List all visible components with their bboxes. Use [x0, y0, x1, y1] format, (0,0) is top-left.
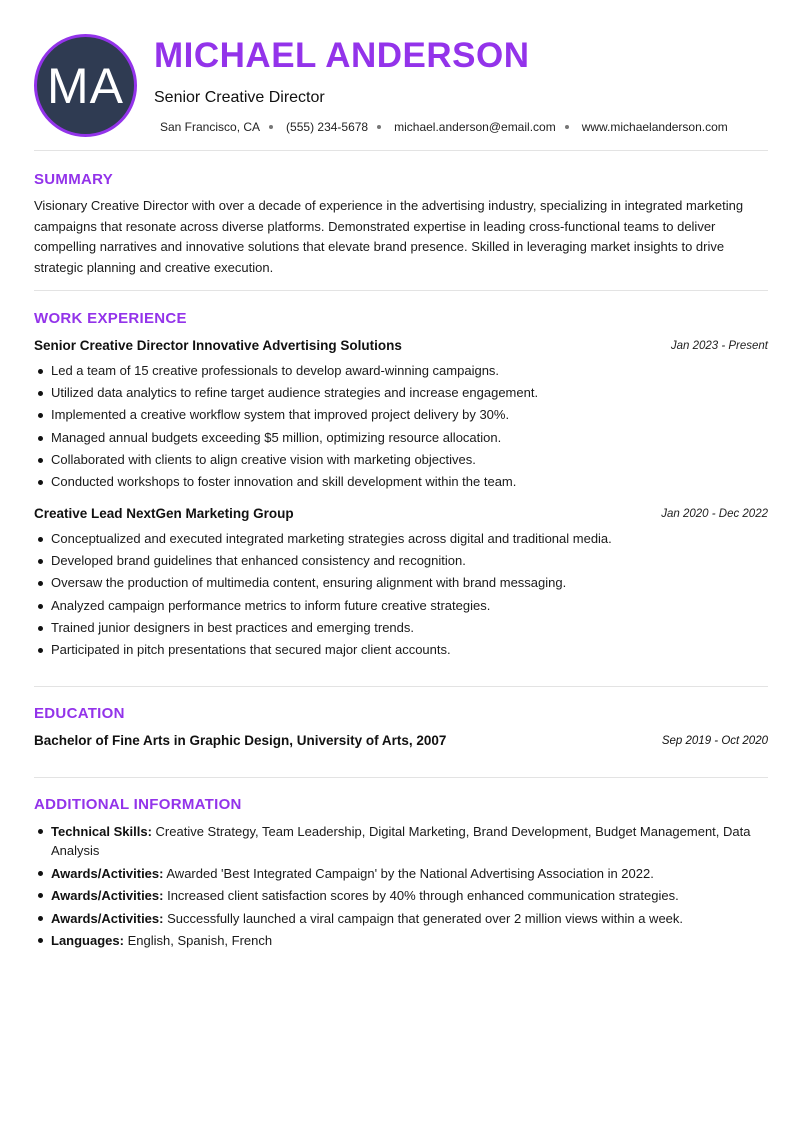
list-item: Oversaw the production of multimedia content, ensuring alignment with brand messaging. [34, 572, 774, 594]
contact-separator [377, 125, 381, 129]
list-item: Implemented a creative workflow system that improved project delivery by 30%. [34, 404, 774, 426]
additional-info-list [34, 822, 774, 954]
list-item [34, 886, 774, 905]
list-item [34, 864, 774, 883]
job-bullets [34, 360, 774, 493]
divider [34, 777, 768, 778]
candidate-role: Senior Creative Director [154, 89, 325, 106]
education-dates: Sep 2019 - Oct 2020 [661, 735, 768, 747]
item-label: Awards/Activities: [51, 865, 164, 881]
job-header [34, 506, 768, 524]
list-item: Managed annual budgets exceeding $5 million, optimizing resource allocation. [34, 427, 774, 449]
item-label: Awards/Activities: [51, 910, 164, 926]
avatar-initials: MA [47, 57, 124, 114]
contact-website[interactable]: www.michaelanderson.com [581, 120, 728, 134]
summary-text: Visionary Creative Director with over a decade of experience in the advertising industry, specializing in integrated marketing campaigns that resonate across diverse platforms. Demonstrated expertise in leading cross-functional teams to deliver compelling narratives and innovative solutions that elevate brand presence. Skilled in leveraging market insights to drive strategic planning and creative execution. [34, 198, 744, 275]
item-text: Successfully launched a viral campaign that generated over 2 million views within a week. [163, 910, 684, 926]
education-degree: Bachelor of Fine Arts in Graphic Design, University of Arts, 2007 [34, 733, 447, 748]
contact-separator [565, 125, 569, 129]
list-item: Participated in pitch presentations that secured major client accounts. [34, 639, 774, 661]
contact-location: San Francisco, CA [160, 120, 261, 134]
item-label: Technical Skills: [51, 824, 152, 839]
list-item: Conducted workshops to foster innovation and skill development within the team. [34, 471, 774, 493]
list-item: Conceptualized and executed integrated marketing strategies across digital and traditional media. [34, 528, 774, 550]
list-item: Collaborated with clients to align creative vision with marketing objectives. [34, 449, 774, 471]
divider [34, 150, 768, 151]
avatar [34, 34, 137, 137]
work-experience-heading: WORK EXPERIENCE [34, 310, 187, 327]
list-item: Utilized data analytics to refine target audience strategies and increase engagement. [34, 382, 774, 404]
job-title: Senior Creative Director Innovative Advertising Solutions [34, 338, 402, 353]
contact-line [160, 120, 728, 134]
divider [34, 686, 768, 687]
job-dates: Jan 2023 - Present [670, 340, 768, 352]
job-title: Creative Lead NextGen Marketing Group [34, 506, 294, 521]
item-label: Awards/Activities: [51, 888, 164, 903]
list-item: Trained junior designers in best practices and emerging trends. [34, 617, 774, 639]
item-text: English, Spanish, French [123, 933, 273, 948]
item-text: Awarded 'Best Integrated Campaign' by the National Advertising Association in 2022. [163, 865, 654, 881]
job-header [34, 338, 768, 356]
list-item [34, 822, 774, 860]
item-label: Languages: [51, 933, 124, 948]
list-item [34, 931, 774, 950]
job-bullets [34, 528, 774, 661]
list-item: Led a team of 15 creative professionals to develop award-winning campaigns. [34, 360, 774, 382]
additional-info-heading: ADDITIONAL INFORMATION [34, 796, 242, 813]
contact-email[interactable]: michael.anderson@email.com [394, 120, 556, 134]
job-dates: Jan 2020 - Dec 2022 [661, 508, 768, 520]
summary-heading: SUMMARY [34, 171, 114, 188]
contact-separator [269, 125, 273, 129]
list-item: Developed brand guidelines that enhanced consistency and recognition. [34, 550, 774, 572]
education-heading: EDUCATION [34, 705, 125, 722]
divider [34, 290, 768, 291]
list-item [34, 909, 774, 928]
item-text: Increased client satisfaction scores by 40% through enhanced communication strategies. [163, 888, 679, 903]
contact-phone: (555) 234-5678 [286, 120, 369, 134]
resume-header [34, 34, 768, 138]
item-text: Creative Strategy, Team Leadership, Digital Marketing, Brand Development, Budget Management, Data Analysis [51, 824, 751, 858]
list-item: Analyzed campaign performance metrics to inform future creative strategies. [34, 595, 774, 617]
candidate-name: MICHAEL ANDERSON [154, 36, 530, 75]
